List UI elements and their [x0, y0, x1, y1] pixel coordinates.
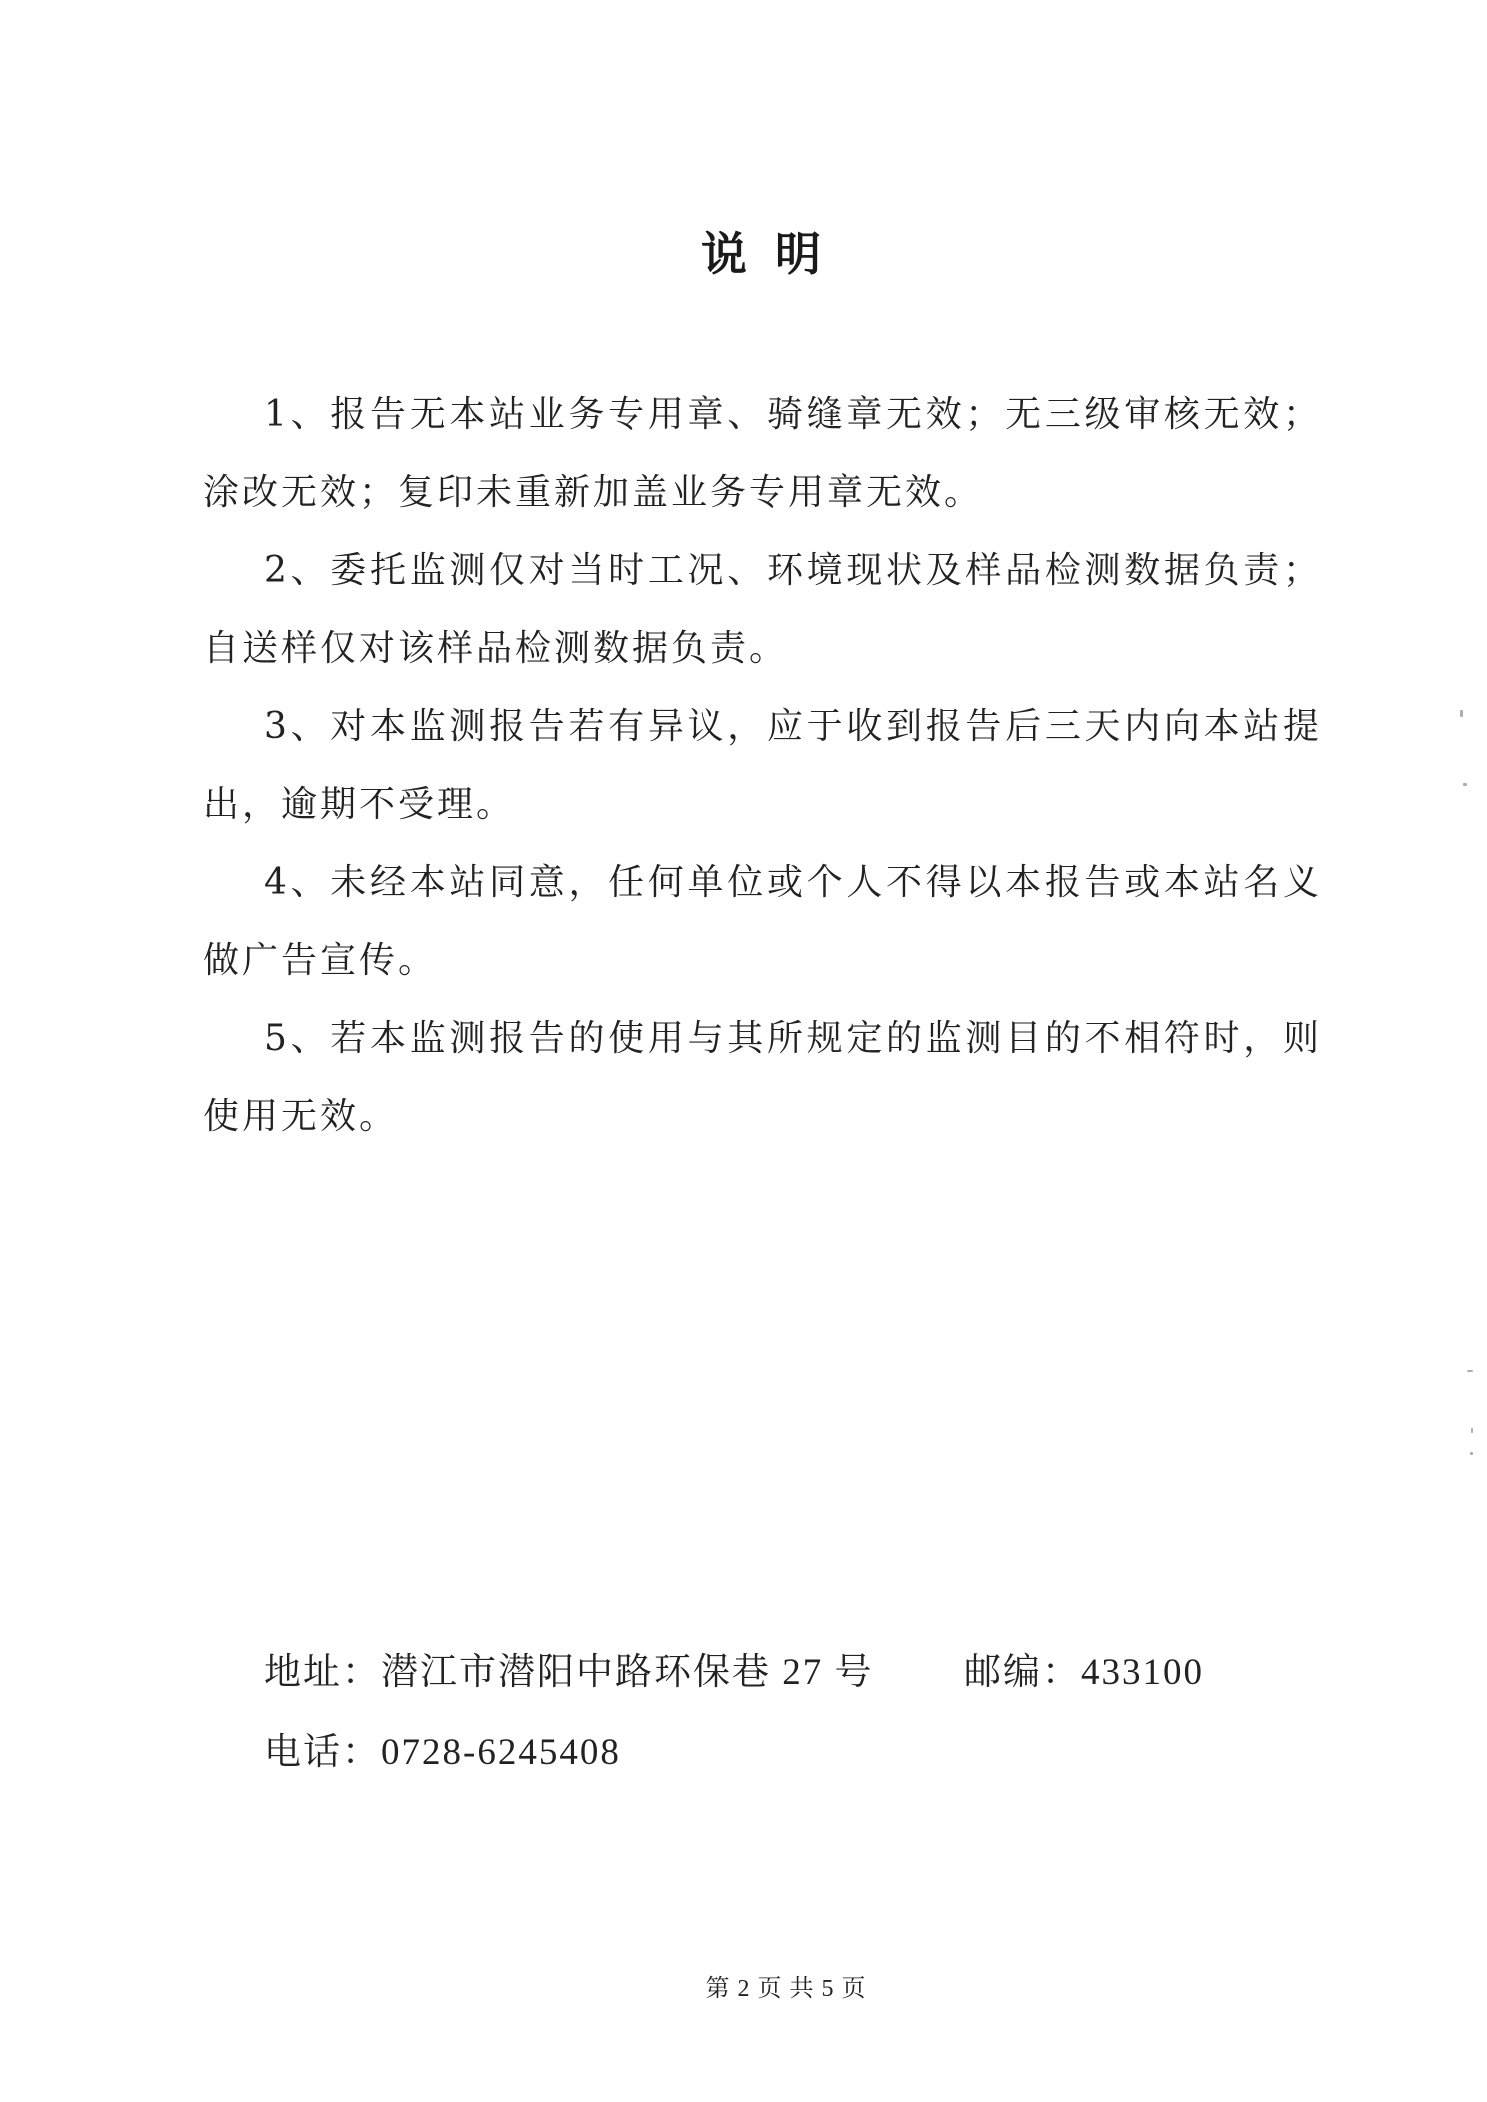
note-3-line-2: 出，逾期不受理。 — [203, 784, 516, 825]
address-text: 地址：潜江市潜阳中路环保巷 27 号 — [264, 1652, 874, 1693]
scan-speck — [1463, 783, 1467, 786]
notes-list — [203, 376, 1322, 1156]
scan-speck — [1471, 1428, 1473, 1433]
page-number: 第 2 页 共 5 页 — [705, 1976, 867, 2002]
page-title: 说 明 — [700, 227, 827, 281]
note-1-line-1: 1、报告无本站业务专用章、骑缝章无效；无三级审核无效； — [264, 394, 1322, 435]
scan-speck — [1467, 1370, 1473, 1372]
note-item-4 — [203, 844, 1322, 1000]
note-2-line-2: 自送样仅对该样品检测数据负责。 — [203, 628, 789, 669]
note-item-2 — [203, 532, 1322, 688]
note-5-line-2: 使用无效。 — [203, 1096, 399, 1137]
address-row — [264, 1633, 1264, 1713]
note-item-1 — [203, 376, 1322, 532]
note-item-3 — [203, 688, 1322, 844]
phone-text: 电话：0728-6245408 — [264, 1732, 621, 1773]
phone-row — [264, 1713, 1264, 1793]
postcode-text: 邮编：433100 — [964, 1652, 1204, 1693]
scan-speck — [1470, 1452, 1473, 1455]
scan-speck — [1460, 710, 1463, 717]
note-item-5 — [203, 1000, 1322, 1156]
note-3-line-1: 3、对本监测报告若有异议，应于收到报告后三天内向本站提 — [264, 706, 1322, 747]
note-1-line-2: 涂改无效；复印未重新加盖业务专用章无效。 — [203, 472, 984, 513]
note-2-line-1: 2、委托监测仅对当时工况、环境现状及样品检测数据负责； — [264, 550, 1322, 591]
contact-block — [264, 1633, 1264, 1793]
note-5-line-1: 5、若本监测报告的使用与其所规定的监测目的不相符时，则 — [264, 1018, 1322, 1059]
note-4-line-2: 做广告宣传。 — [203, 940, 438, 981]
note-4-line-1: 4、未经本站同意，任何单位或个人不得以本报告或本站名义 — [264, 862, 1322, 903]
